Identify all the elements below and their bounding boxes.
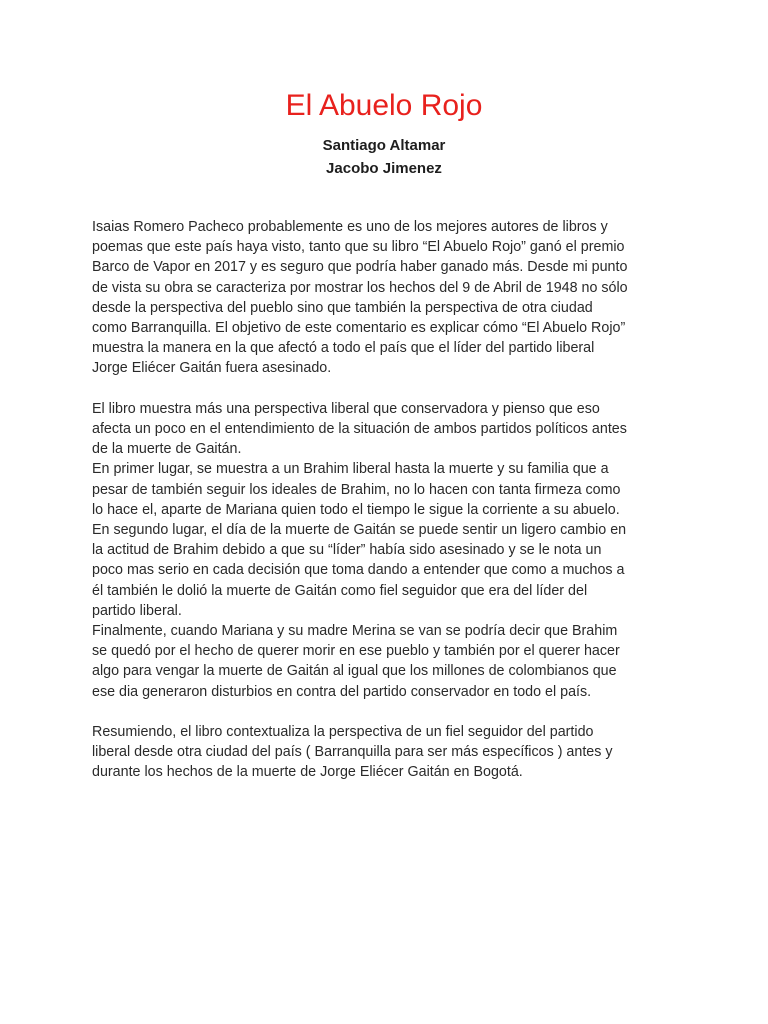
text-line: de vista su obra se caracteriza por mostrar los hechos del 9 de Abril de 1948 no sólo [92, 279, 628, 296]
text-line: Finalmente, cuando Mariana y su madre Merina se van se podría decir que Brahim [92, 623, 618, 640]
text-line: lo hace el, aparte de Mariana quien todo el tiempo le sigue la corriente a su abuelo. [92, 501, 620, 518]
text-line: durante los hechos de la muerte de Jorge Eliécer Gaitán en Bogotá. [92, 764, 523, 781]
text-line: El libro muestra más una perspectiva liberal que conservadora y pienso que eso [92, 400, 600, 417]
text-line: afecta un poco en el entendimiento de la situación de ambos partidos políticos antes [92, 421, 627, 438]
text-line: la actitud de Brahim debido a que su “líder” había sido asesinado y se le nota un [92, 542, 602, 559]
paragraph-conclusion [92, 722, 682, 783]
text-line: como Barranquilla. El objetivo de este comentario es explicar cómo “El Abuelo Rojo” [92, 320, 626, 337]
text-line: de la muerte de Gaitán. [92, 441, 242, 458]
text-line: poco mas serio en cada decisión que toma dando a entender que como a muchos a [92, 562, 625, 579]
text-line: se quedó por el hecho de querer morir en ese pueblo y también por el querer hacer [92, 643, 620, 660]
text-line: poemas que este país haya visto, tanto que su libro “El Abuelo Rojo” ganó el premio [92, 239, 625, 256]
text-line: Isaias Romero Pacheco probablemente es uno de los mejores autores de libros y [92, 219, 608, 235]
text-line: ese dia generaron disturbios en contra del partido conservador en todo el país. [92, 683, 592, 700]
text-line: algo para vengar la muerte de Gaitán al igual que los millones de colombianos que [92, 663, 617, 680]
text-line: él también le dolió la muerte de Gaitán como fiel seguidor que era del líder del [92, 582, 588, 599]
paragraph-gap [92, 702, 682, 722]
text-line: En primer lugar, se muestra a un Brahim liberal hasta la muerte y su familia que a [92, 461, 609, 478]
paragraph-gap [92, 379, 682, 399]
paragraph-intro [92, 217, 682, 379]
text-line: Barco de Vapor en 2017 y es seguro que podría haber ganado más. Desde mi punto [92, 259, 628, 276]
author-name: Jacobo Jimenez [326, 160, 442, 177]
document-body [92, 217, 682, 783]
text-line: Jorge Eliécer Gaitán fuera asesinado. [92, 360, 332, 377]
document-title: El Abuelo Rojo [285, 89, 483, 122]
text-line: Resumiendo, el libro contextualiza la perspectiva de un fiel seguidor del partido [92, 724, 594, 741]
paragraph-body [92, 399, 682, 702]
text-line: desde la perspectiva del pueblo sino que también la perspectiva de otra ciudad [92, 299, 593, 316]
text-line: En segundo lugar, el día de la muerte de Gaitán se puede sentir un ligero cambio en [92, 522, 627, 539]
text-line: muestra la manera en la que afectó a todo el país que el líder del partido liberal [92, 340, 595, 357]
text-line: partido liberal. [92, 602, 182, 619]
text-line: pesar de también seguir los ideales de Brahim, no lo hacen con tanta firmeza como [92, 481, 621, 498]
author-name: Santiago Altamar [322, 137, 446, 154]
text-line: liberal desde otra ciudad del país ( Barranquilla para ser más específicos ) antes y [92, 744, 613, 761]
